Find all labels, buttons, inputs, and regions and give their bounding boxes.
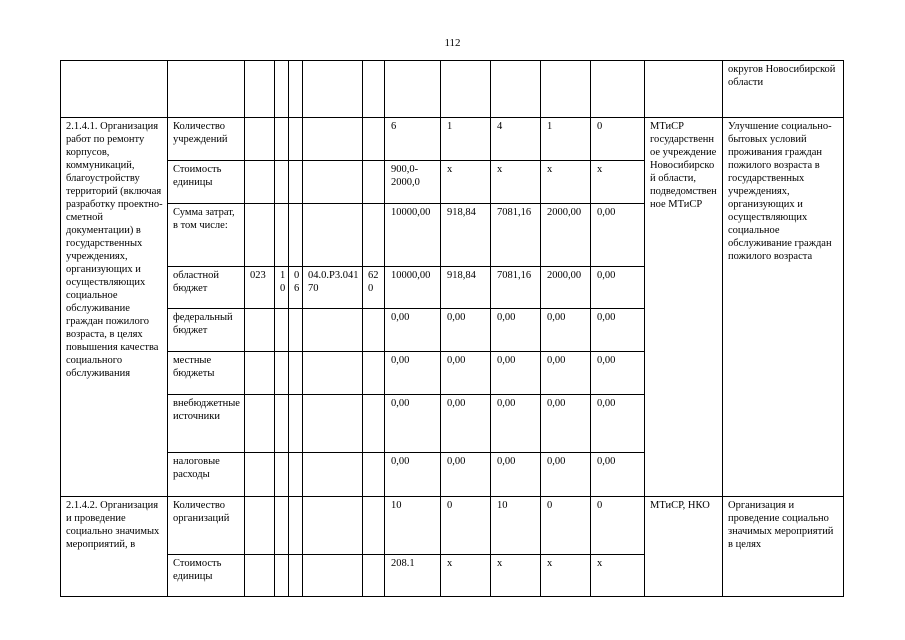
csr-cell [303, 555, 363, 597]
pr-cell [289, 555, 303, 597]
year2-cell: 0,00 [491, 395, 541, 453]
executor-cell: МТиСР государственное учреждение Новосибирской области, подведомственное МТиСР [645, 118, 723, 497]
year2-cell: 0,00 [491, 309, 541, 352]
year1-cell: 0,00 [441, 309, 491, 352]
csr-cell [303, 453, 363, 497]
rz-cell [275, 555, 289, 597]
total-cell: 10000,00 [385, 204, 441, 267]
rz-cell [275, 309, 289, 352]
task-cell: 2.1.4.1. Организация работ по ремонту корпусов, коммуникаций, благоустройству территорий (включая разработку проектно-сметной документации) в государственных учреждениях, организующих и осуществляющих социальное обслуживание граждан пожилого возраста, в целях повышения качества социального обслуживания [61, 118, 168, 497]
vr-cell [363, 352, 385, 395]
grbs-cell [245, 309, 275, 352]
total-cell: 10000,00 [385, 267, 441, 309]
year2-cell: 4 [491, 118, 541, 161]
csr-cell [303, 352, 363, 395]
total-cell [385, 61, 441, 118]
year1-cell: 0,00 [441, 453, 491, 497]
pr-cell [289, 352, 303, 395]
year4-cell: 0,00 [591, 352, 645, 395]
grbs-cell [245, 497, 275, 555]
expected-result-cell: Улучшение социально-бытовых условий проживания граждан пожилого возраста в государственных учреждениях, организующих и осуществляющих социальное обслуживание граждан пожилого возраста [723, 118, 844, 497]
year2-cell: 0,00 [491, 453, 541, 497]
rz-cell [275, 161, 289, 204]
indicator-cell: Стоимость единицы [168, 161, 245, 204]
vr-cell: 620 [363, 267, 385, 309]
table-row [61, 497, 844, 555]
vr-cell [363, 204, 385, 267]
table-body [61, 61, 844, 597]
pr-cell [289, 161, 303, 204]
year3-cell: 0,00 [541, 309, 591, 352]
total-cell: 0,00 [385, 395, 441, 453]
csr-cell [303, 161, 363, 204]
year2-cell: 7081,16 [491, 267, 541, 309]
vr-cell [363, 61, 385, 118]
csr-cell [303, 497, 363, 555]
year2-cell: x [491, 161, 541, 204]
csr-cell [303, 309, 363, 352]
indicator-cell: местные бюджеты [168, 352, 245, 395]
year4-cell: 0,00 [591, 453, 645, 497]
year2-cell: x [491, 555, 541, 597]
year3-cell: 1 [541, 118, 591, 161]
year4-cell [591, 61, 645, 118]
csr-cell [303, 61, 363, 118]
year2-cell: 7081,16 [491, 204, 541, 267]
page-number: 112 [444, 37, 461, 49]
year4-cell: 0,00 [591, 309, 645, 352]
year1-cell: 0 [441, 497, 491, 555]
year2-cell: 10 [491, 497, 541, 555]
grbs-cell [245, 395, 275, 453]
grbs-cell [245, 204, 275, 267]
pr-cell [289, 204, 303, 267]
rz-cell [275, 497, 289, 555]
executor-cell: МТиСР, НКО [645, 497, 723, 597]
year3-cell: x [541, 161, 591, 204]
year1-cell: x [441, 161, 491, 204]
year4-cell: 0 [591, 497, 645, 555]
table-row-continuation [61, 61, 844, 118]
pr-cell [289, 497, 303, 555]
year3-cell: 0,00 [541, 453, 591, 497]
csr-cell: 04.0.P3.04170 [303, 267, 363, 309]
pr-cell [289, 453, 303, 497]
grbs-cell [245, 161, 275, 204]
rz-cell [275, 118, 289, 161]
indicator-cell: внебюджетные источники [168, 395, 245, 453]
year1-cell: 0,00 [441, 352, 491, 395]
indicator-cell: налоговые расходы [168, 453, 245, 497]
year1-cell: 918,84 [441, 267, 491, 309]
task-cell: 2.1.4.2. Организация и проведение социально значимых мероприятий, в [61, 497, 168, 597]
pr-cell [289, 118, 303, 161]
grbs-cell [245, 555, 275, 597]
csr-cell [303, 395, 363, 453]
year1-cell: x [441, 555, 491, 597]
csr-cell [303, 118, 363, 161]
expected-result-cell: округов Новосибирской области [723, 61, 844, 118]
vr-cell [363, 161, 385, 204]
pr-cell [289, 61, 303, 118]
year4-cell: 0 [591, 118, 645, 161]
year1-cell: 0,00 [441, 395, 491, 453]
rz-cell [275, 204, 289, 267]
expected-result-cell: Организация и проведение социально значимых мероприятий в целях [723, 497, 844, 597]
total-cell: 0,00 [385, 352, 441, 395]
year1-cell: 918,84 [441, 204, 491, 267]
indicator-cell [168, 61, 245, 118]
total-cell: 900,0-2000,0 [385, 161, 441, 204]
total-cell: 10 [385, 497, 441, 555]
year3-cell: 0,00 [541, 352, 591, 395]
vr-cell [363, 555, 385, 597]
task-cell [61, 61, 168, 118]
total-cell: 0,00 [385, 309, 441, 352]
year1-cell [441, 61, 491, 118]
table-row [61, 118, 844, 161]
rz-cell: 10 [275, 267, 289, 309]
indicator-cell: Количество учреждений [168, 118, 245, 161]
executor-cell [645, 61, 723, 118]
rz-cell [275, 395, 289, 453]
program-table [60, 60, 844, 597]
pr-cell [289, 309, 303, 352]
year3-cell: 2000,00 [541, 267, 591, 309]
year3-cell: 0 [541, 497, 591, 555]
year4-cell: 0,00 [591, 395, 645, 453]
pr-cell: 06 [289, 267, 303, 309]
indicator-cell: Сумма затрат, в том числе: [168, 204, 245, 267]
vr-cell [363, 453, 385, 497]
year4-cell: x [591, 161, 645, 204]
vr-cell [363, 497, 385, 555]
indicator-cell: Количество организаций [168, 497, 245, 555]
year3-cell: 2000,00 [541, 204, 591, 267]
grbs-cell [245, 453, 275, 497]
year1-cell: 1 [441, 118, 491, 161]
vr-cell [363, 118, 385, 161]
total-cell: 0,00 [385, 453, 441, 497]
indicator-cell: Стоимость единицы [168, 555, 245, 597]
year3-cell: 0,00 [541, 395, 591, 453]
year3-cell: x [541, 555, 591, 597]
total-cell: 6 [385, 118, 441, 161]
pr-cell [289, 395, 303, 453]
grbs-cell [245, 61, 275, 118]
vr-cell [363, 309, 385, 352]
rz-cell [275, 352, 289, 395]
year2-cell: 0,00 [491, 352, 541, 395]
indicator-cell: областной бюджет [168, 267, 245, 309]
rz-cell [275, 453, 289, 497]
grbs-cell [245, 118, 275, 161]
grbs-cell [245, 352, 275, 395]
year4-cell: 0,00 [591, 267, 645, 309]
year4-cell: 0,00 [591, 204, 645, 267]
indicator-cell: федеральный бюджет [168, 309, 245, 352]
csr-cell [303, 204, 363, 267]
year3-cell [541, 61, 591, 118]
vr-cell [363, 395, 385, 453]
grbs-cell: 023 [245, 267, 275, 309]
rz-cell [275, 61, 289, 118]
total-cell: 208.1 [385, 555, 441, 597]
year4-cell: x [591, 555, 645, 597]
year2-cell [491, 61, 541, 118]
